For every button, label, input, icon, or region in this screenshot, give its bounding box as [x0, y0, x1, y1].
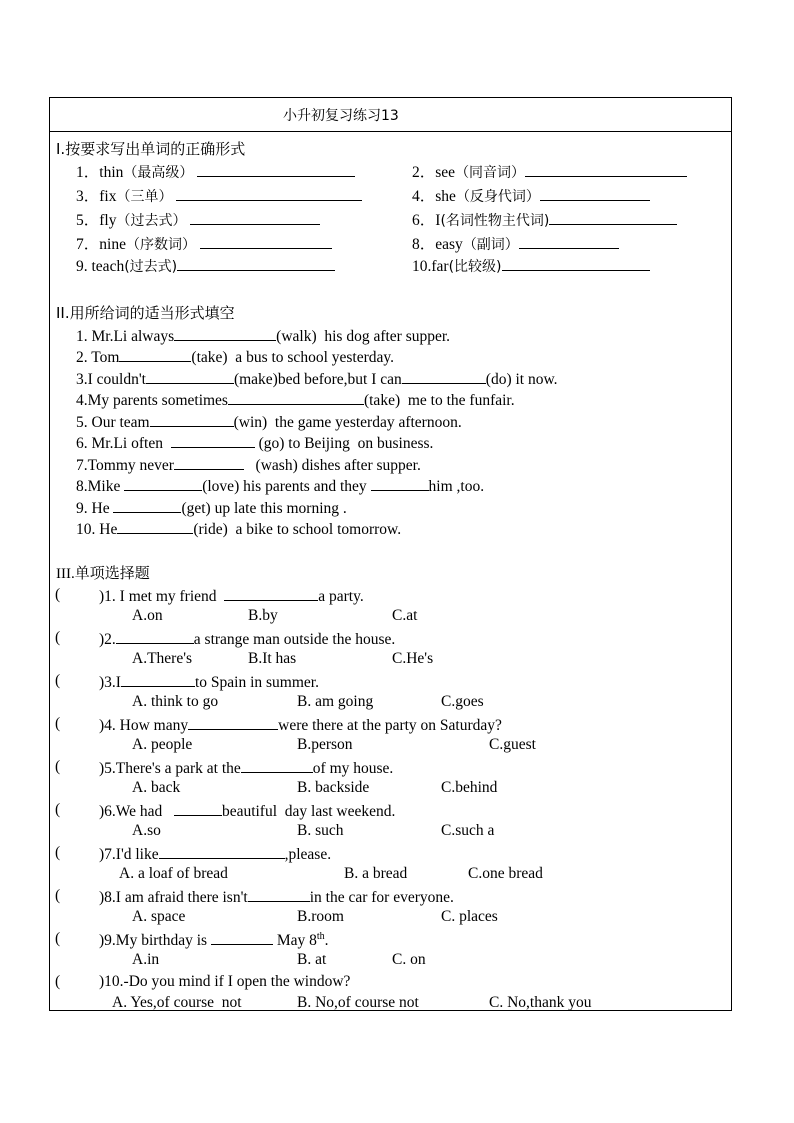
q6-option-a: A.so — [132, 822, 161, 839]
q5-option-c: C.behind — [441, 779, 498, 796]
q3-option-b: B. am going — [297, 693, 374, 710]
q6-option-c: C.such a — [441, 822, 495, 839]
page-title: 小升初复习练习13 — [283, 108, 399, 124]
s1-item-1: 1．thin（最高级） — [76, 160, 355, 182]
q2-paren: ( — [55, 629, 61, 646]
q4-option-c: C.guest — [489, 736, 536, 753]
q4-option-b: B.person — [297, 736, 353, 753]
q9-paren: ( — [55, 930, 61, 947]
q8-option-a: A. space — [132, 908, 186, 925]
q7-option-c: C.one bread — [468, 865, 543, 882]
s1-item-5: 5．fly（过去式） — [76, 208, 320, 230]
q5-option-a: A. back — [132, 779, 181, 796]
q3-paren: ( — [55, 672, 61, 689]
q6-paren: ( — [55, 801, 61, 818]
q8-paren: ( — [55, 887, 61, 904]
q2-option-b: B.It has — [248, 650, 297, 667]
q1-stem: )1. I met my friend a party. — [99, 588, 364, 605]
q1-option-b: B.by — [248, 607, 278, 624]
q2-option-c: C.He's — [392, 650, 434, 667]
q6-stem: )6.We had beautiful day last weekend. — [99, 803, 396, 820]
s2-item-3: 3.I couldn't (make)bed before,but I can (do) it now. — [76, 371, 558, 388]
s2-item-2: 2. Tom (take) a bus to school yesterday. — [76, 349, 395, 366]
q2-stem: )2. a strange man outside the house. — [99, 631, 396, 648]
q1-option-a: A.on — [132, 607, 163, 624]
q6-option-b: B. such — [297, 822, 344, 839]
q9-stem: )9.My birthday is May 8th. — [99, 930, 329, 949]
q3-option-c: C.goes — [441, 693, 484, 710]
q7-option-a: A. a loaf of bread — [119, 865, 228, 882]
q8-option-b: B.room — [297, 908, 344, 925]
q1-paren: ( — [55, 586, 61, 603]
s1-item-9: 9. teach(过去式) — [76, 256, 335, 276]
section2-heading: II.用所给词的适当形式填空 — [56, 304, 235, 322]
q8-option-c: C. places — [441, 908, 498, 925]
s1-item-4: 4．she（反身代词） — [412, 184, 650, 206]
section3-heading: III.单项选择题 — [56, 566, 150, 582]
q1-option-c: C.at — [392, 607, 418, 624]
q9-option-b: B. at — [297, 951, 327, 968]
q5-paren: ( — [55, 758, 61, 775]
s2-item-4: 4.My parents sometimes (take) me to the funfair. — [76, 392, 515, 409]
q10-option-c: C. No,thank you — [489, 994, 592, 1011]
q7-option-b: B. a bread — [344, 865, 408, 882]
q2-option-a: A.There's — [132, 650, 193, 667]
s2-item-7: 7.Tommy never (wash) dishes after supper. — [76, 457, 421, 474]
q4-option-a: A. people — [132, 736, 193, 753]
q8-stem: )8.I am afraid there isn't in the car for everyone. — [99, 889, 454, 906]
q9-option-c: C. on — [392, 951, 426, 968]
s1-item-6: 6．I(名词性物主代词) — [412, 208, 677, 230]
section1-heading: I.按要求写出单词的正确形式 — [56, 140, 246, 158]
q4-stem: )4. How many were there at the party on Saturday? — [99, 717, 502, 734]
s2-item-9: 9. He (get) up late this morning . — [76, 500, 347, 517]
q9-option-a: A.in — [132, 951, 160, 968]
q10-stem: )10.-Do you mind if I open the window? — [99, 973, 351, 990]
s2-item-8: 8.Mike (love) his parents and they him ,too. — [76, 478, 485, 495]
s1-item-2: 2．see（同音词） — [412, 160, 687, 182]
s1-item-8: 8．easy（副词） — [412, 232, 619, 254]
s2-item-10: 10. He (ride) a bike to school tomorrow. — [76, 521, 402, 538]
q7-stem: )7.I'd like ,please. — [99, 846, 332, 863]
s2-item-5: 5. Our team (win) the game yesterday afternoon. — [76, 414, 462, 431]
s1-item-3: 3．fix（三单） — [76, 184, 362, 206]
q4-paren: ( — [55, 715, 61, 732]
q10-option-a: A. Yes,of course not — [112, 994, 242, 1011]
q5-stem: )5.There's a park at the of my house. — [99, 760, 394, 777]
s2-item-6: 6. Mr.Li often (go) to Beijing on business. — [76, 435, 434, 452]
title-row — [50, 98, 731, 132]
worksheet — [49, 97, 732, 1011]
q5-option-b: B. backside — [297, 779, 370, 796]
q10-paren: ( — [55, 973, 61, 990]
q10-option-b: B. No,of course not — [297, 994, 419, 1011]
q3-option-a: A. think to go — [132, 693, 219, 710]
s1-item-7: 7．nine（序数词） — [76, 232, 332, 254]
q7-paren: ( — [55, 844, 61, 861]
s1-item-10: 10.far(比较级) — [412, 256, 650, 276]
s2-item-1: 1. Mr.Li always (walk) his dog after supper. — [76, 328, 451, 345]
q3-stem: )3.I to Spain in summer. — [99, 674, 319, 691]
